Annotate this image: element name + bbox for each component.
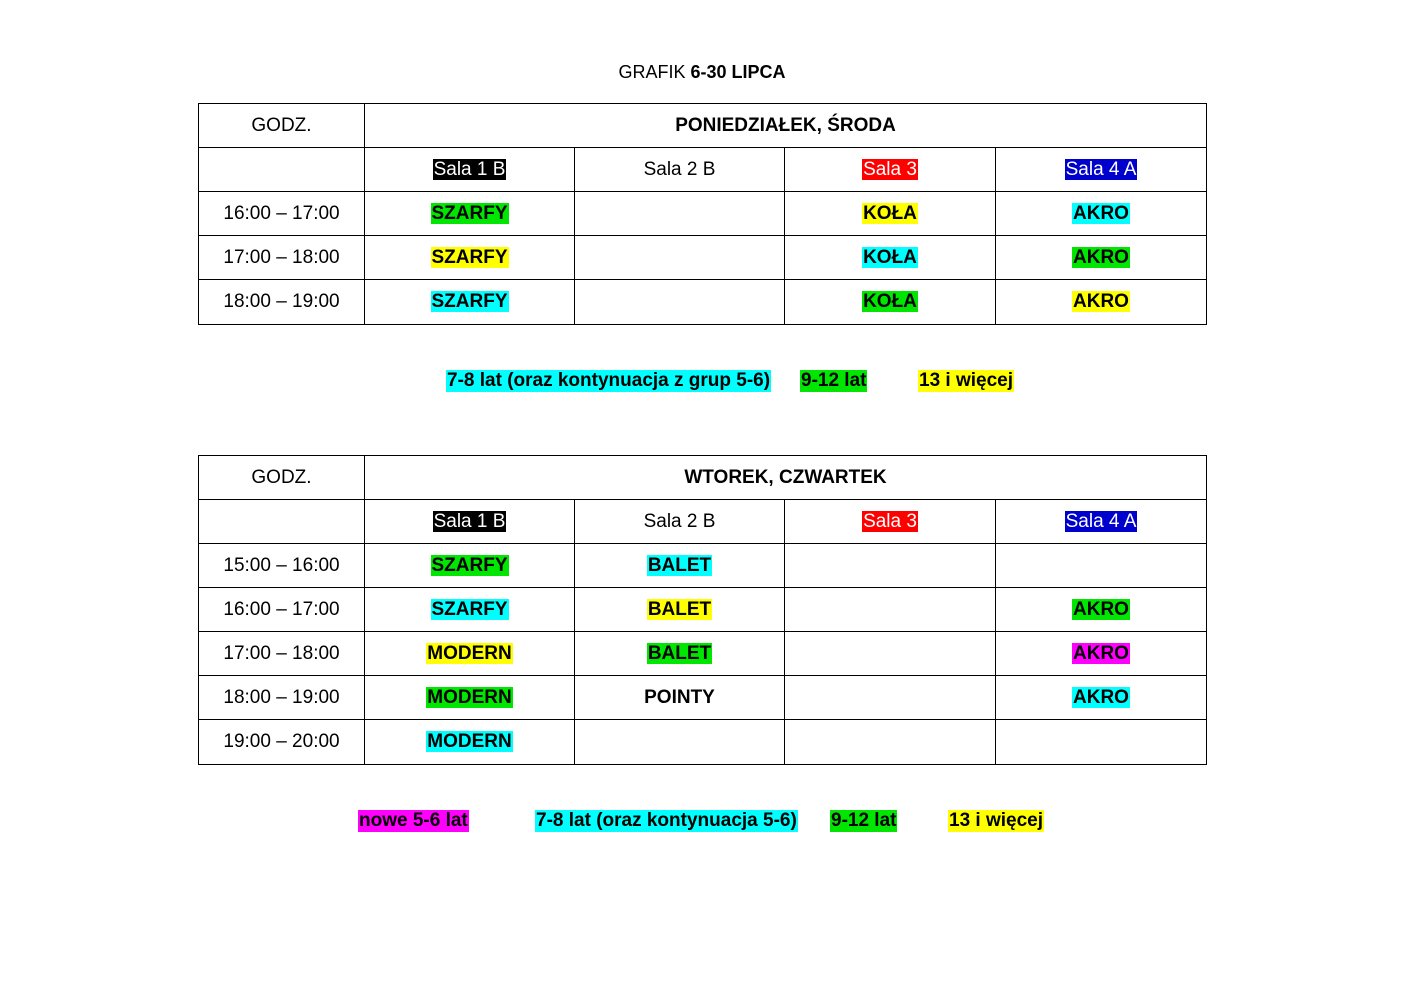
class-label: AKRO bbox=[1073, 291, 1129, 312]
class-label: POINTY bbox=[644, 686, 715, 708]
room-header-cell bbox=[996, 500, 1207, 544]
class-cell bbox=[575, 632, 785, 676]
class-cell bbox=[996, 720, 1207, 765]
legend-item: 13 i więcej bbox=[949, 810, 1044, 831]
class-cell bbox=[575, 192, 785, 236]
legend-item: 9-12 lat bbox=[801, 370, 867, 391]
room-label: Sala 2 B bbox=[643, 510, 716, 532]
class-cell bbox=[785, 720, 996, 765]
class-cell bbox=[785, 280, 996, 325]
title-prefix: GRAFIK bbox=[618, 62, 691, 82]
class-cell bbox=[996, 236, 1207, 280]
time-header: GODZ. bbox=[199, 104, 365, 148]
class-label: AKRO bbox=[1073, 686, 1129, 708]
schedule-row bbox=[199, 588, 1207, 632]
title-date-range: 6-30 LIPCA bbox=[690, 62, 786, 82]
class-cell bbox=[996, 588, 1207, 632]
class-label: MODERN bbox=[427, 731, 512, 752]
class-cell bbox=[785, 236, 996, 280]
class-label: MODERN bbox=[427, 686, 512, 708]
class-cell bbox=[785, 632, 996, 676]
room-label: Sala 1 B bbox=[433, 510, 506, 532]
class-cell bbox=[996, 192, 1207, 236]
empty-cell bbox=[199, 148, 365, 192]
class-cell bbox=[575, 236, 785, 280]
table1-body bbox=[199, 192, 1207, 325]
time-slot: 18:00 – 19:00 bbox=[199, 280, 365, 325]
class-label: AKRO bbox=[1073, 642, 1129, 664]
class-cell bbox=[575, 720, 785, 765]
class-cell bbox=[785, 544, 996, 588]
room-header-cell bbox=[996, 148, 1207, 192]
table2-body bbox=[199, 544, 1207, 765]
class-label: MODERN bbox=[427, 642, 512, 664]
class-label: SZARFY bbox=[431, 598, 508, 620]
class-cell bbox=[996, 676, 1207, 720]
class-label: BALET bbox=[647, 642, 712, 664]
class-cell bbox=[575, 280, 785, 325]
class-cell bbox=[785, 192, 996, 236]
legend-item: 7-8 lat (oraz kontynuacja 5-6) bbox=[536, 810, 797, 831]
legend-item: 9-12 lat bbox=[831, 810, 897, 831]
legend-item: 13 i więcej bbox=[919, 370, 1014, 391]
class-cell bbox=[365, 544, 575, 588]
class-label: AKRO bbox=[1073, 598, 1129, 620]
class-cell bbox=[996, 632, 1207, 676]
class-cell bbox=[575, 588, 785, 632]
class-label: KOŁA bbox=[863, 202, 917, 224]
room-label: Sala 1 B bbox=[433, 158, 506, 180]
color-legend-1 bbox=[0, 370, 1404, 392]
class-cell bbox=[365, 720, 575, 765]
class-label: SZARFY bbox=[431, 554, 508, 576]
class-cell bbox=[365, 236, 575, 280]
class-cell bbox=[575, 544, 785, 588]
time-slot: 17:00 – 18:00 bbox=[199, 236, 365, 280]
schedule-row bbox=[199, 632, 1207, 676]
schedule-row bbox=[199, 236, 1207, 280]
room-label: Sala 4 A bbox=[1065, 510, 1137, 532]
class-label: AKRO bbox=[1073, 202, 1129, 224]
room-label: Sala 4 A bbox=[1065, 158, 1137, 180]
time-slot: 17:00 – 18:00 bbox=[199, 632, 365, 676]
room-label: Sala 3 bbox=[863, 158, 917, 180]
schedule-table-mon-wed bbox=[198, 103, 1207, 325]
class-cell bbox=[365, 280, 575, 325]
class-label: BALET bbox=[647, 598, 712, 620]
day-header: PONIEDZIAŁEK, ŚRODA bbox=[365, 104, 1207, 148]
schedule-row bbox=[199, 720, 1207, 765]
schedule-row bbox=[199, 676, 1207, 720]
class-label: KOŁA bbox=[863, 246, 917, 268]
time-slot: 16:00 – 17:00 bbox=[199, 588, 365, 632]
schedule-row bbox=[199, 192, 1207, 236]
class-label: AKRO bbox=[1073, 246, 1129, 268]
time-slot: 15:00 – 16:00 bbox=[199, 544, 365, 588]
class-cell bbox=[365, 676, 575, 720]
color-legend-2 bbox=[0, 810, 1404, 832]
room-header-cell bbox=[785, 148, 996, 192]
class-label: KOŁA bbox=[863, 291, 917, 312]
class-label: SZARFY bbox=[431, 246, 508, 268]
class-label: BALET bbox=[647, 554, 712, 576]
time-slot: 19:00 – 20:00 bbox=[199, 720, 365, 765]
room-header-cell bbox=[785, 500, 996, 544]
legend-item: 7-8 lat (oraz kontynuacja z grup 5-6) bbox=[447, 370, 771, 391]
room-header-cell bbox=[575, 148, 785, 192]
class-cell bbox=[996, 280, 1207, 325]
schedule-table-tue-thu bbox=[198, 455, 1207, 765]
class-cell bbox=[365, 632, 575, 676]
empty-cell bbox=[199, 500, 365, 544]
class-cell bbox=[365, 588, 575, 632]
class-label: SZARFY bbox=[431, 291, 508, 312]
class-label: SZARFY bbox=[431, 202, 508, 224]
time-header: GODZ. bbox=[199, 456, 365, 500]
class-cell bbox=[575, 676, 785, 720]
page-title bbox=[0, 61, 1404, 83]
schedule-row bbox=[199, 544, 1207, 588]
time-slot: 16:00 – 17:00 bbox=[199, 192, 365, 236]
class-cell bbox=[785, 588, 996, 632]
class-cell bbox=[365, 192, 575, 236]
day-header: WTOREK, CZWARTEK bbox=[365, 456, 1207, 500]
room-header-cell bbox=[365, 148, 575, 192]
room-label: Sala 3 bbox=[863, 510, 917, 532]
room-header-cell bbox=[365, 500, 575, 544]
schedule-row bbox=[199, 280, 1207, 325]
legend-item: nowe 5-6 lat bbox=[359, 810, 468, 831]
class-cell bbox=[785, 676, 996, 720]
time-slot: 18:00 – 19:00 bbox=[199, 676, 365, 720]
class-cell bbox=[996, 544, 1207, 588]
room-header-cell bbox=[575, 500, 785, 544]
room-label: Sala 2 B bbox=[643, 158, 716, 180]
